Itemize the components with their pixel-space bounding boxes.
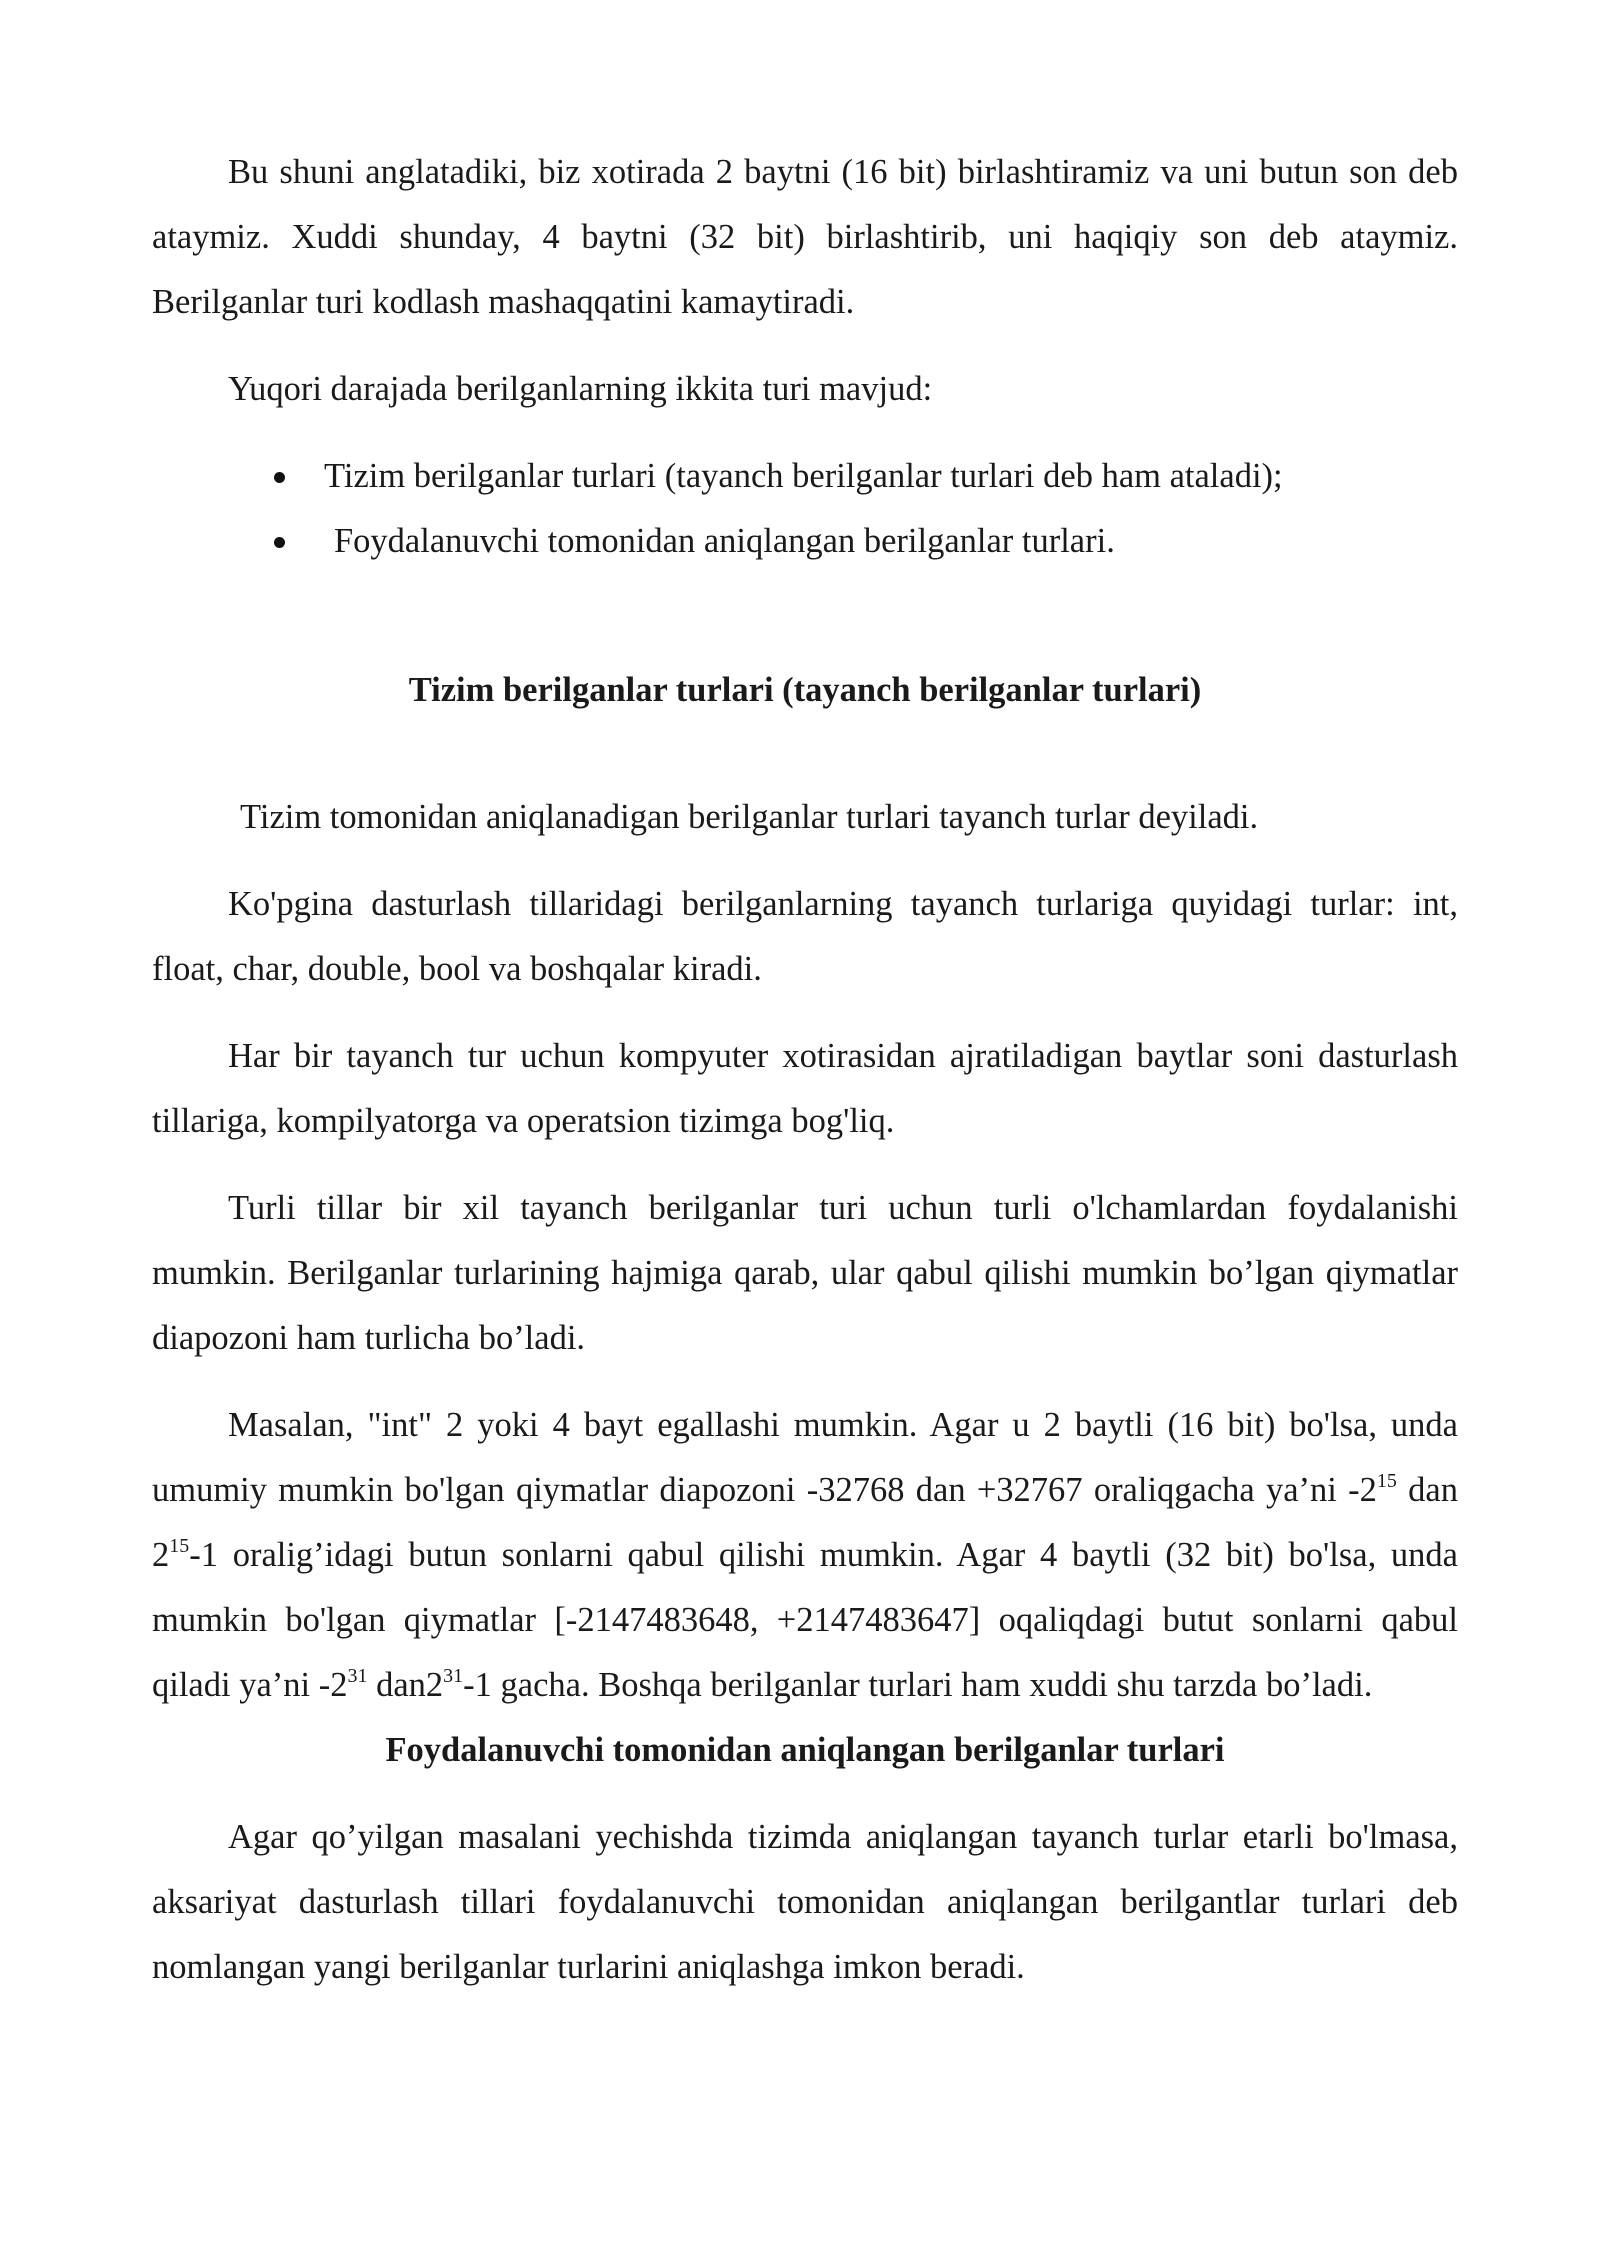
exponent: 15 — [1376, 1470, 1397, 1492]
exponent: 15 — [169, 1535, 190, 1557]
exponent: 31 — [443, 1665, 464, 1687]
exponent: 31 — [347, 1665, 368, 1687]
paragraph-user-defined-types: Agar qo’yilgan masalani yechishda tizimda aniqlangan tayanch turlar etarli bo'lmasa, aksariyat dasturlash tillari foydalanuvchi tomonidan aniqlangan berilgantlar turlari deb nomlangan yangi berilganlar turlarini aniqlashga imkon beradi. — [152, 1818, 1458, 1986]
text-fragment: -1 gacha. Boshqa berilganlar turlari ham xuddi shu tarzda bo’ladi. — [463, 1666, 1373, 1704]
bullet-icon — [274, 537, 285, 548]
text-fragment: dan2 — [367, 1666, 444, 1704]
list-item — [152, 509, 1458, 574]
paragraph-intro: Bu shuni anglatadiki, biz xotirada 2 baytni (16 bit) birlashtiramiz va uni butun son deb ataymiz. Xuddi shunday, 4 baytni (32 bit) birlashtirib, uni haqiqiy son deb ataymiz. Berilganlar turi kodlash mashaqqatini kamaytiradi. — [152, 153, 1458, 321]
paragraph-int-example — [152, 1393, 1458, 1718]
paragraph-types-intro: Yuqori darajada berilganlarning ikkita turi mavjud: — [228, 370, 933, 408]
text-fragment: Masalan, "int" 2 yoki 4 bayt egallashi mumkin. Agar u 2 baytli (16 bit) bo'lsa, unda umumiy mumkin bo'lgan qiymatlar diapozoni -32768 dan +32767 oraliqgacha ya’ni -2 — [152, 1406, 1458, 1509]
section-heading-system-types: Tizim berilganlar turlari (tayanch berilganlar turlari) — [408, 671, 1202, 709]
list-item-text: Tizim berilganlar turlari (tayanch berilganlar turlari deb ham ataladi); — [324, 457, 1283, 495]
bullet-icon — [274, 472, 285, 483]
text-fragment: dan 2 — [152, 1471, 1458, 1574]
paragraph-base-types-definition: Tizim tomonidan aniqlanadigan berilganlar turlari tayanch turlar deyiladi. — [240, 798, 1259, 836]
paragraph-base-types-list: Ko'pgina dasturlash tillaridagi berilganlarning tayanch turlariga quyidagi turlar: int, float, char, double, bool va boshqalar kiradi. — [152, 885, 1458, 988]
paragraph-byte-size: Har bir tayanch tur uchun kompyuter xotirasidan ajratiladigan baytlar soni dasturlash tillariga, kompilyatorga va operatsion tizimga bog'liq. — [152, 1037, 1458, 1140]
list-item-text: Foydalanuvchi tomonidan aniqlangan berilganlar turlari. — [334, 522, 1115, 560]
paragraph-size-range: Turli tillar bir xil tayanch berilganlar turi uchun turli o'lchamlardan foydalanishi mumkin. Berilganlar turlarining hajmiga qarab, ular qabul qilishi mumkin bo’lgan qiymatlar diapozoni ham turlicha bo’ladi. — [152, 1189, 1458, 1357]
section-heading-user-types: Foydalanuvchi tomonidan aniqlangan berilganlar turlari — [385, 1731, 1225, 1769]
document-page — [152, 140, 1458, 2000]
list-item — [152, 444, 1458, 509]
text-fragment: -1 oralig’idagi butun sonlarni qabul qilishi mumkin. Agar 4 baytli (32 bit) bo'lsa, unda mumkin bo'lgan qiymatlar [-2147483648, +2147483647] oqaliqdagi butut sonlarni qabul qiladi ya’ni -2 — [152, 1536, 1458, 1704]
types-list — [152, 444, 1458, 574]
